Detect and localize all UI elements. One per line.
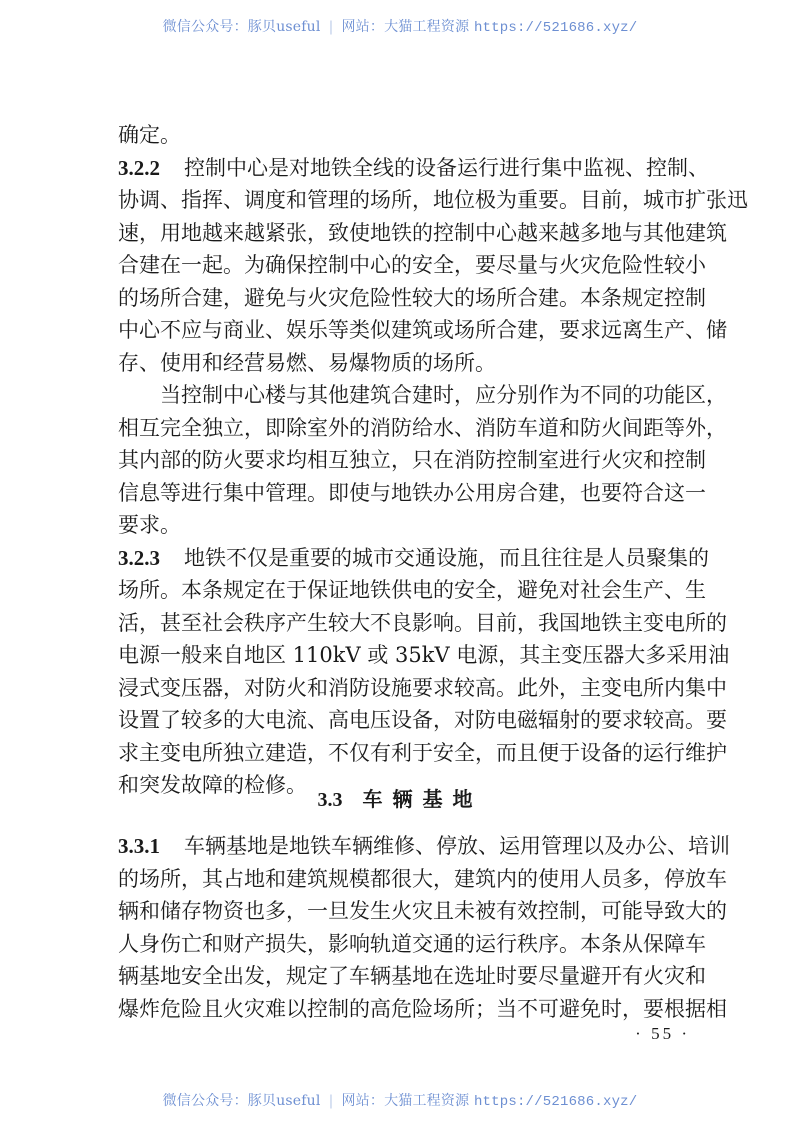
watermark-separator: | xyxy=(328,1093,334,1109)
line-text: 速，用地越来越紧张，致使地铁的控制中心越来越多地与其他建筑 xyxy=(118,220,727,245)
watermark-separator: | xyxy=(328,19,334,35)
line-text: 辆和储存物资也多，一旦发生火灾且未被有效控制，可能导致大的 xyxy=(118,899,727,923)
text-line xyxy=(118,960,706,993)
line-text: 设置了较多的大电流、高电压设备，对防电磁辐射的要求较高。要 xyxy=(118,708,727,732)
watermark-url[interactable]: https://521686.xyz/ xyxy=(473,1094,638,1110)
section-heading-number: 3.3 xyxy=(317,789,343,811)
text-line xyxy=(118,184,748,217)
watermark-header xyxy=(0,16,800,36)
watermark-wechat: 微信公众号：豚贝useful xyxy=(162,1093,321,1109)
line-text: 其内部的防火要求均相互独立，只在消防控制室进行火灾和控制 xyxy=(118,448,706,472)
watermark-wechat: 微信公众号：豚贝useful xyxy=(162,19,321,35)
text-line xyxy=(118,509,696,542)
line-text: 要求。 xyxy=(118,513,181,537)
paragraph xyxy=(118,152,748,380)
line-text: 人身伤亡和财产损失，影响轨道交通的运行秩序。本条从保障车 xyxy=(118,931,706,956)
paragraph xyxy=(118,119,696,152)
line-text: 确定。 xyxy=(118,123,181,147)
text-line xyxy=(118,672,727,705)
text-line xyxy=(118,347,696,380)
line-text: 存、使用和经营易燃、易爆物质的场所。 xyxy=(118,350,496,375)
line-text: 中心不应与商业、娱乐等类似建筑或场所合建，要求远离生产、储 xyxy=(118,318,727,342)
line-text: 信息等进行集中管理。即使与地铁办公用房合建，也要符合这一 xyxy=(118,480,706,505)
line-text: 的场所，其占地和建筑规模都很大，建筑内的使用人员多，停放车 xyxy=(118,866,727,891)
line-text: 电源一般来自地区 110kV 或 35kV 电源，其主变压器大多采用油 xyxy=(118,643,730,667)
line-text: 协调、指挥、调度和管理的场所，地位极为重要。目前，城市扩张迅 xyxy=(118,188,748,212)
text-line xyxy=(118,639,730,672)
text-line xyxy=(118,737,727,770)
clause-number: 3.2.3 xyxy=(118,545,160,570)
paragraph xyxy=(118,379,727,542)
text-line xyxy=(118,217,727,250)
page-number: · 55 · xyxy=(635,1024,690,1043)
watermark-url[interactable]: https://521686.xyz/ xyxy=(473,20,638,36)
text-line xyxy=(118,704,727,737)
line-text: 场所。本条规定在于保证地铁供电的安全，避免对社会生产、生 xyxy=(118,578,706,602)
text-line xyxy=(118,607,727,640)
text-line xyxy=(118,477,706,510)
clause-number: 3.3.1 xyxy=(118,834,160,858)
text-line xyxy=(118,444,706,477)
text-line xyxy=(118,379,727,412)
paragraph xyxy=(118,830,730,1025)
text-line xyxy=(118,928,706,961)
line-text: 的场所合建，避免与火灾危险性较大的场所合建。本条规定控制 xyxy=(118,285,706,310)
section-heading xyxy=(0,783,800,812)
text-line xyxy=(118,993,727,1026)
text-line xyxy=(118,542,709,575)
section-heading-title: 车辆基地 xyxy=(362,787,483,811)
text-line xyxy=(118,830,730,863)
line-text: 活，甚至社会秩序产生较大不良影响。目前，我国地铁主变电所的 xyxy=(118,610,727,635)
paragraph xyxy=(118,542,730,802)
clause-number: 3.2.2 xyxy=(118,155,160,180)
line-text: 辆基地安全出发，规定了车辆基地在选址时要尽量避开有火灾和 xyxy=(118,964,706,988)
text-line xyxy=(118,152,709,185)
watermark-footer xyxy=(0,1090,800,1110)
line-text: 地铁不仅是重要的城市交通设施，而且往往是人员聚集的 xyxy=(184,545,709,570)
text-line xyxy=(118,119,696,152)
line-text: 合建在一起。为确保控制中心的安全，要尽量与火灾危险性较小 xyxy=(118,253,706,277)
section-3-3-body xyxy=(118,830,730,1025)
line-text: 控制中心是对地铁全线的设备运行进行集中监视、控制、 xyxy=(184,155,709,180)
line-text: 浸式变压器，对防火和消防设施要求较高。此外，主变电所内集中 xyxy=(118,675,727,700)
text-line xyxy=(118,895,727,928)
section-3-2-body xyxy=(118,119,748,802)
watermark-site: 网站：大猫工程资源 xyxy=(341,19,470,35)
line-text: 求主变电所独立建造，不仅有利于安全，而且便于设备的运行维护 xyxy=(118,740,727,765)
line-text: 爆炸危险且火灾难以控制的高危险场所；当不可避免时，要根据相 xyxy=(118,996,727,1021)
text-line xyxy=(118,863,727,896)
text-line xyxy=(118,412,727,445)
line-text: 相互完全独立，即除室外的消防给水、消防车道和防火间距等外， xyxy=(118,415,727,440)
text-line xyxy=(118,314,727,347)
text-line xyxy=(118,282,706,315)
line-text: 当控制中心楼与其他建筑合建时，应分别作为不同的功能区， xyxy=(160,383,727,407)
line-text: 车辆基地是地铁车辆维修、停放、运用管理以及办公、培训 xyxy=(184,834,730,858)
watermark-site: 网站：大猫工程资源 xyxy=(341,1093,470,1109)
text-line xyxy=(118,574,706,607)
line-text: 和突发故障的检修。 xyxy=(118,773,307,797)
text-line xyxy=(118,249,706,282)
